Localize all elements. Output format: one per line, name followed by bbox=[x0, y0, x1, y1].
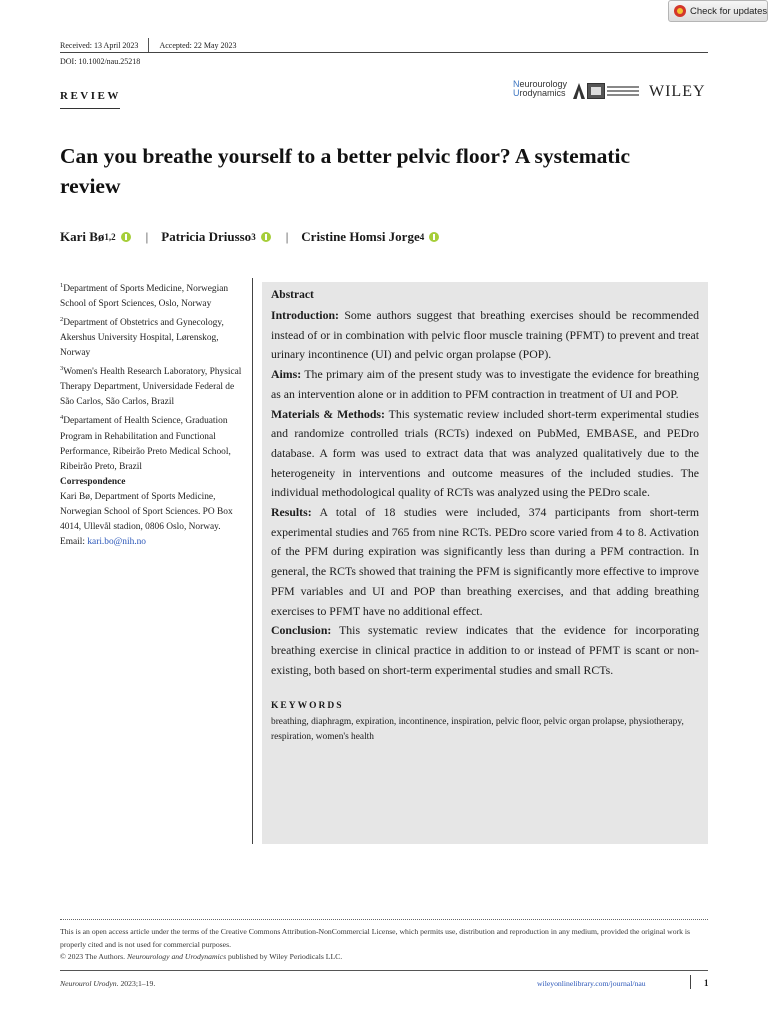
correspondence-label: Correspondence bbox=[60, 476, 126, 487]
footer-dotted-rule bbox=[60, 919, 708, 920]
check-updates-label: Check for updates bbox=[690, 5, 768, 17]
affiliation: $^3$Women's Health Research Laboratory, Physical Therapy Department, Universidade Federal de São Carlos, São Carlos, Brazil bbox=[60, 365, 242, 408]
author-affiliation-ref: 4 bbox=[419, 232, 425, 242]
author-name[interactable]: Cristine Homsi Jorge bbox=[301, 229, 420, 244]
license-text: This is an open access article under the terms of the Creative Commons Attribution-NonCommercial License, which permits use, distribution and reproduction in any medium, provided the original work is properly cited and is not used for commercial purposes. bbox=[60, 927, 691, 949]
journal-url-link[interactable]: wileyonlinelibrary.com/journal/nau bbox=[537, 979, 646, 988]
license-notice bbox=[60, 926, 710, 964]
accepted-date: Accepted: 22 May 2023 bbox=[159, 40, 237, 50]
abstract-box bbox=[262, 282, 708, 844]
keywords-heading: KEYWORDS bbox=[271, 701, 344, 712]
article-title: Can you breathe yourself to a better pelvic floor? A systematic review bbox=[60, 144, 631, 198]
abstract-aims: Aims: The primary aim of the present study was to investigate the evidence for breathing as an intervention alone or in addition to PFM contraction in treatment of UI and POP. bbox=[271, 367, 699, 401]
doi: DOI: 10.1002/nau.25218 bbox=[60, 57, 141, 66]
section-label-rule bbox=[60, 108, 120, 109]
author-list bbox=[60, 229, 441, 245]
abstract-methods: Materials & Methods: This systematic review included short-term experimental studies and randomize controlled trials (RCTs) indexed on PubMed, EMBASE, and PEDro database. A form was used to extract data that was analyzed qualitatively due to the heterogeneity in interventions and outcome measures of the included studies. The individual methodological quality of RCTs was analyzed using the PEDro scale. bbox=[271, 406, 699, 500]
keywords-list: breathing, diaphragm, expiration, incontinence, inspiration, pelvic floor, pelvic organ prolapse, physiotherapy, respiration, women's health bbox=[271, 717, 684, 743]
abstract-results: Results: A total of 18 studies were included, 374 participants from short-term experimental studies and 765 from nine RCTs. PEDro score varied from 4 to 8. Activation of the PFM during expiration was significantly less than during a PFM contraction. In general, the RCTs showed that training the PFM is significantly more effective to improve PFM variables and UI and POP than breathing exercises, and that adding breathing exercises to PFMT have no additional effect. bbox=[271, 505, 699, 618]
correspondence-email: Email: kari.bo@nih.no bbox=[60, 536, 146, 547]
citation: Neurourol Urodyn. 2023;1–19. bbox=[60, 979, 156, 988]
affiliation: $^4$Departament of Health Science, Graduation Program in Rehabilitation and Functional Performance, Ribeirão Preto Medical School, Ribeirão Preto, Brazil bbox=[60, 414, 231, 472]
abstract-body bbox=[271, 306, 699, 680]
check-for-updates-button[interactable] bbox=[668, 0, 768, 22]
orcid-icon[interactable] bbox=[261, 232, 271, 242]
section-label: REVIEW bbox=[60, 90, 121, 102]
affiliation: $^1$Department of Sports Medicine, Norwegian School of Sport Sciences, Oslo, Norway bbox=[60, 282, 229, 310]
footer-divider bbox=[690, 975, 691, 989]
author-separator: | bbox=[145, 229, 149, 244]
society-logo bbox=[573, 82, 643, 100]
abstract-heading: Abstract bbox=[271, 289, 314, 301]
column-divider bbox=[252, 278, 253, 844]
author-name[interactable]: Kari Bø bbox=[60, 229, 105, 244]
received-date: Received: 13 April 2023 bbox=[60, 40, 139, 50]
society-mark-icon bbox=[573, 83, 585, 99]
author-affiliation-ref: 3 bbox=[251, 232, 256, 242]
orcid-icon[interactable] bbox=[121, 232, 131, 242]
abstract-conclusion: Conclusion: This systematic review indicates that the evidence for incorporating breathing exercise in clinical practice in addition to or instead of PFMT is scant or non-existing, both based on short-term experimental studies and small RCTs. bbox=[271, 623, 699, 677]
correspondence-text: Kari Bø, Department of Sports Medicine, Norwegian School of Sport Sciences. PO Box 4014, Ullevål stadion, 0806 Oslo, Norway. bbox=[60, 491, 233, 532]
affiliation: $^2$Department of Obstetrics and Gynecology, Akershus University Hospital, Lørenskog, Norway bbox=[60, 316, 224, 359]
affiliations-column bbox=[60, 278, 246, 550]
journal-logo: Neurourology Urodynamics bbox=[513, 79, 568, 98]
date-divider bbox=[148, 38, 149, 52]
abstract-introduction: Introduction: Some authors suggest that breathing exercises should be recommended instead of or in combination with pelvic floor muscle training (PFMT) to prevent and treat urinary incontinence (UI) and pelvic organ prolapse (POP). bbox=[271, 308, 700, 362]
author-separator: | bbox=[285, 229, 289, 244]
society-emblem-icon bbox=[587, 83, 605, 99]
copyright-line: © 2023 The Authors. Neurourology and Urodynamics published by Wiley Periodicals LLC. bbox=[60, 952, 343, 961]
check-updates-icon bbox=[674, 5, 686, 17]
header-rule bbox=[60, 52, 708, 53]
author-affiliation-ref: 1,2 bbox=[104, 232, 116, 242]
footer-rule bbox=[60, 970, 708, 971]
publisher-logo: WILEY bbox=[649, 83, 706, 100]
email-link[interactable]: kari.bo@nih.no bbox=[87, 536, 146, 547]
page-number: 1 bbox=[704, 978, 709, 988]
article-dates bbox=[60, 38, 237, 52]
society-text-lines bbox=[607, 86, 639, 96]
orcid-icon[interactable] bbox=[429, 232, 439, 242]
author-name[interactable]: Patricia Driusso bbox=[161, 229, 252, 244]
